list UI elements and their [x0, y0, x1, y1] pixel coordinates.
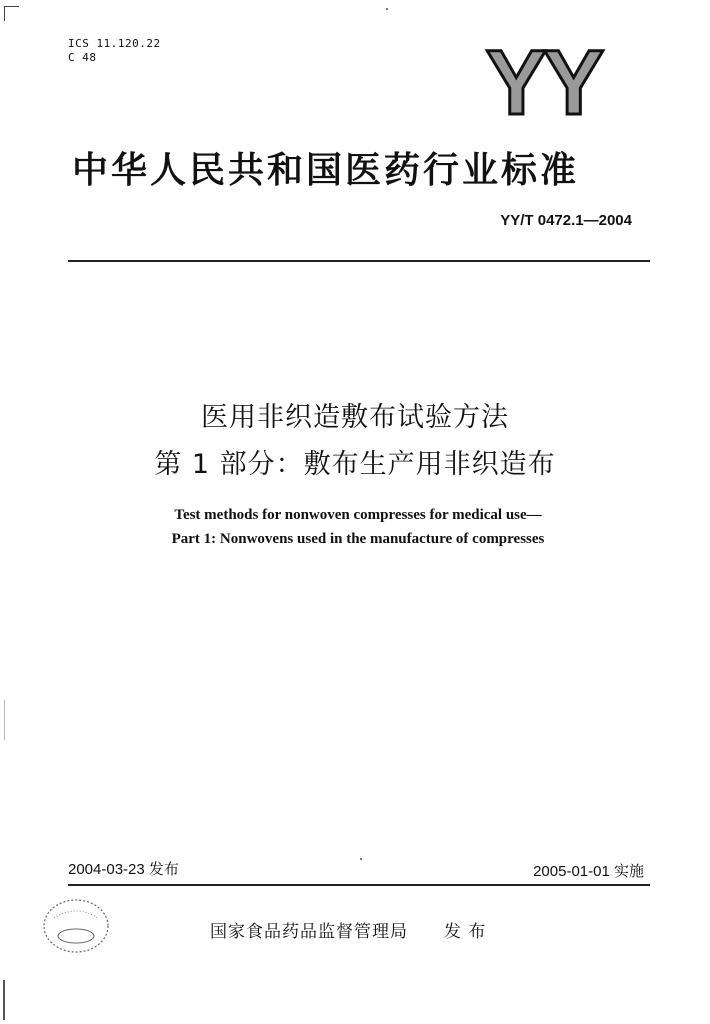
title-cn-main: 医用非织造敷布试验方法 [201, 402, 509, 433]
yy-logo [468, 44, 618, 118]
library-stamp-icon [40, 896, 112, 956]
implementation-date: 2005-01-01 实施 [533, 863, 644, 880]
title-en-part: Part 1: Nonwovens used in the manufacture of compresses [171, 531, 545, 547]
yy-logo-text: YY [485, 44, 601, 118]
title-cn-part: 第 1 部分：敷布生产用非织造布 [154, 449, 556, 480]
scan-speck [360, 858, 362, 860]
scan-speck [386, 8, 388, 10]
issue-date: 2004-03-23 发布 [68, 861, 179, 878]
footer-divider [68, 884, 650, 886]
standard-number: YY/T 0472.1—2004 [500, 212, 632, 229]
ics-code: ICS 11.120.22 [68, 37, 161, 50]
scan-edge-mark [3, 980, 5, 1020]
ccs-code: C 48 [68, 51, 97, 64]
title-en-main: Test methods for nonwoven compresses for medical use— [174, 507, 542, 523]
corner-mark [4, 6, 19, 21]
header-divider [68, 260, 650, 262]
scan-speck [4, 700, 5, 740]
org-title: 中华人民共和国医药行业标准 [72, 150, 580, 191]
issuing-authority: 国家食品药品监督管理局 发 布 [210, 922, 487, 942]
classification-block [68, 37, 161, 65]
